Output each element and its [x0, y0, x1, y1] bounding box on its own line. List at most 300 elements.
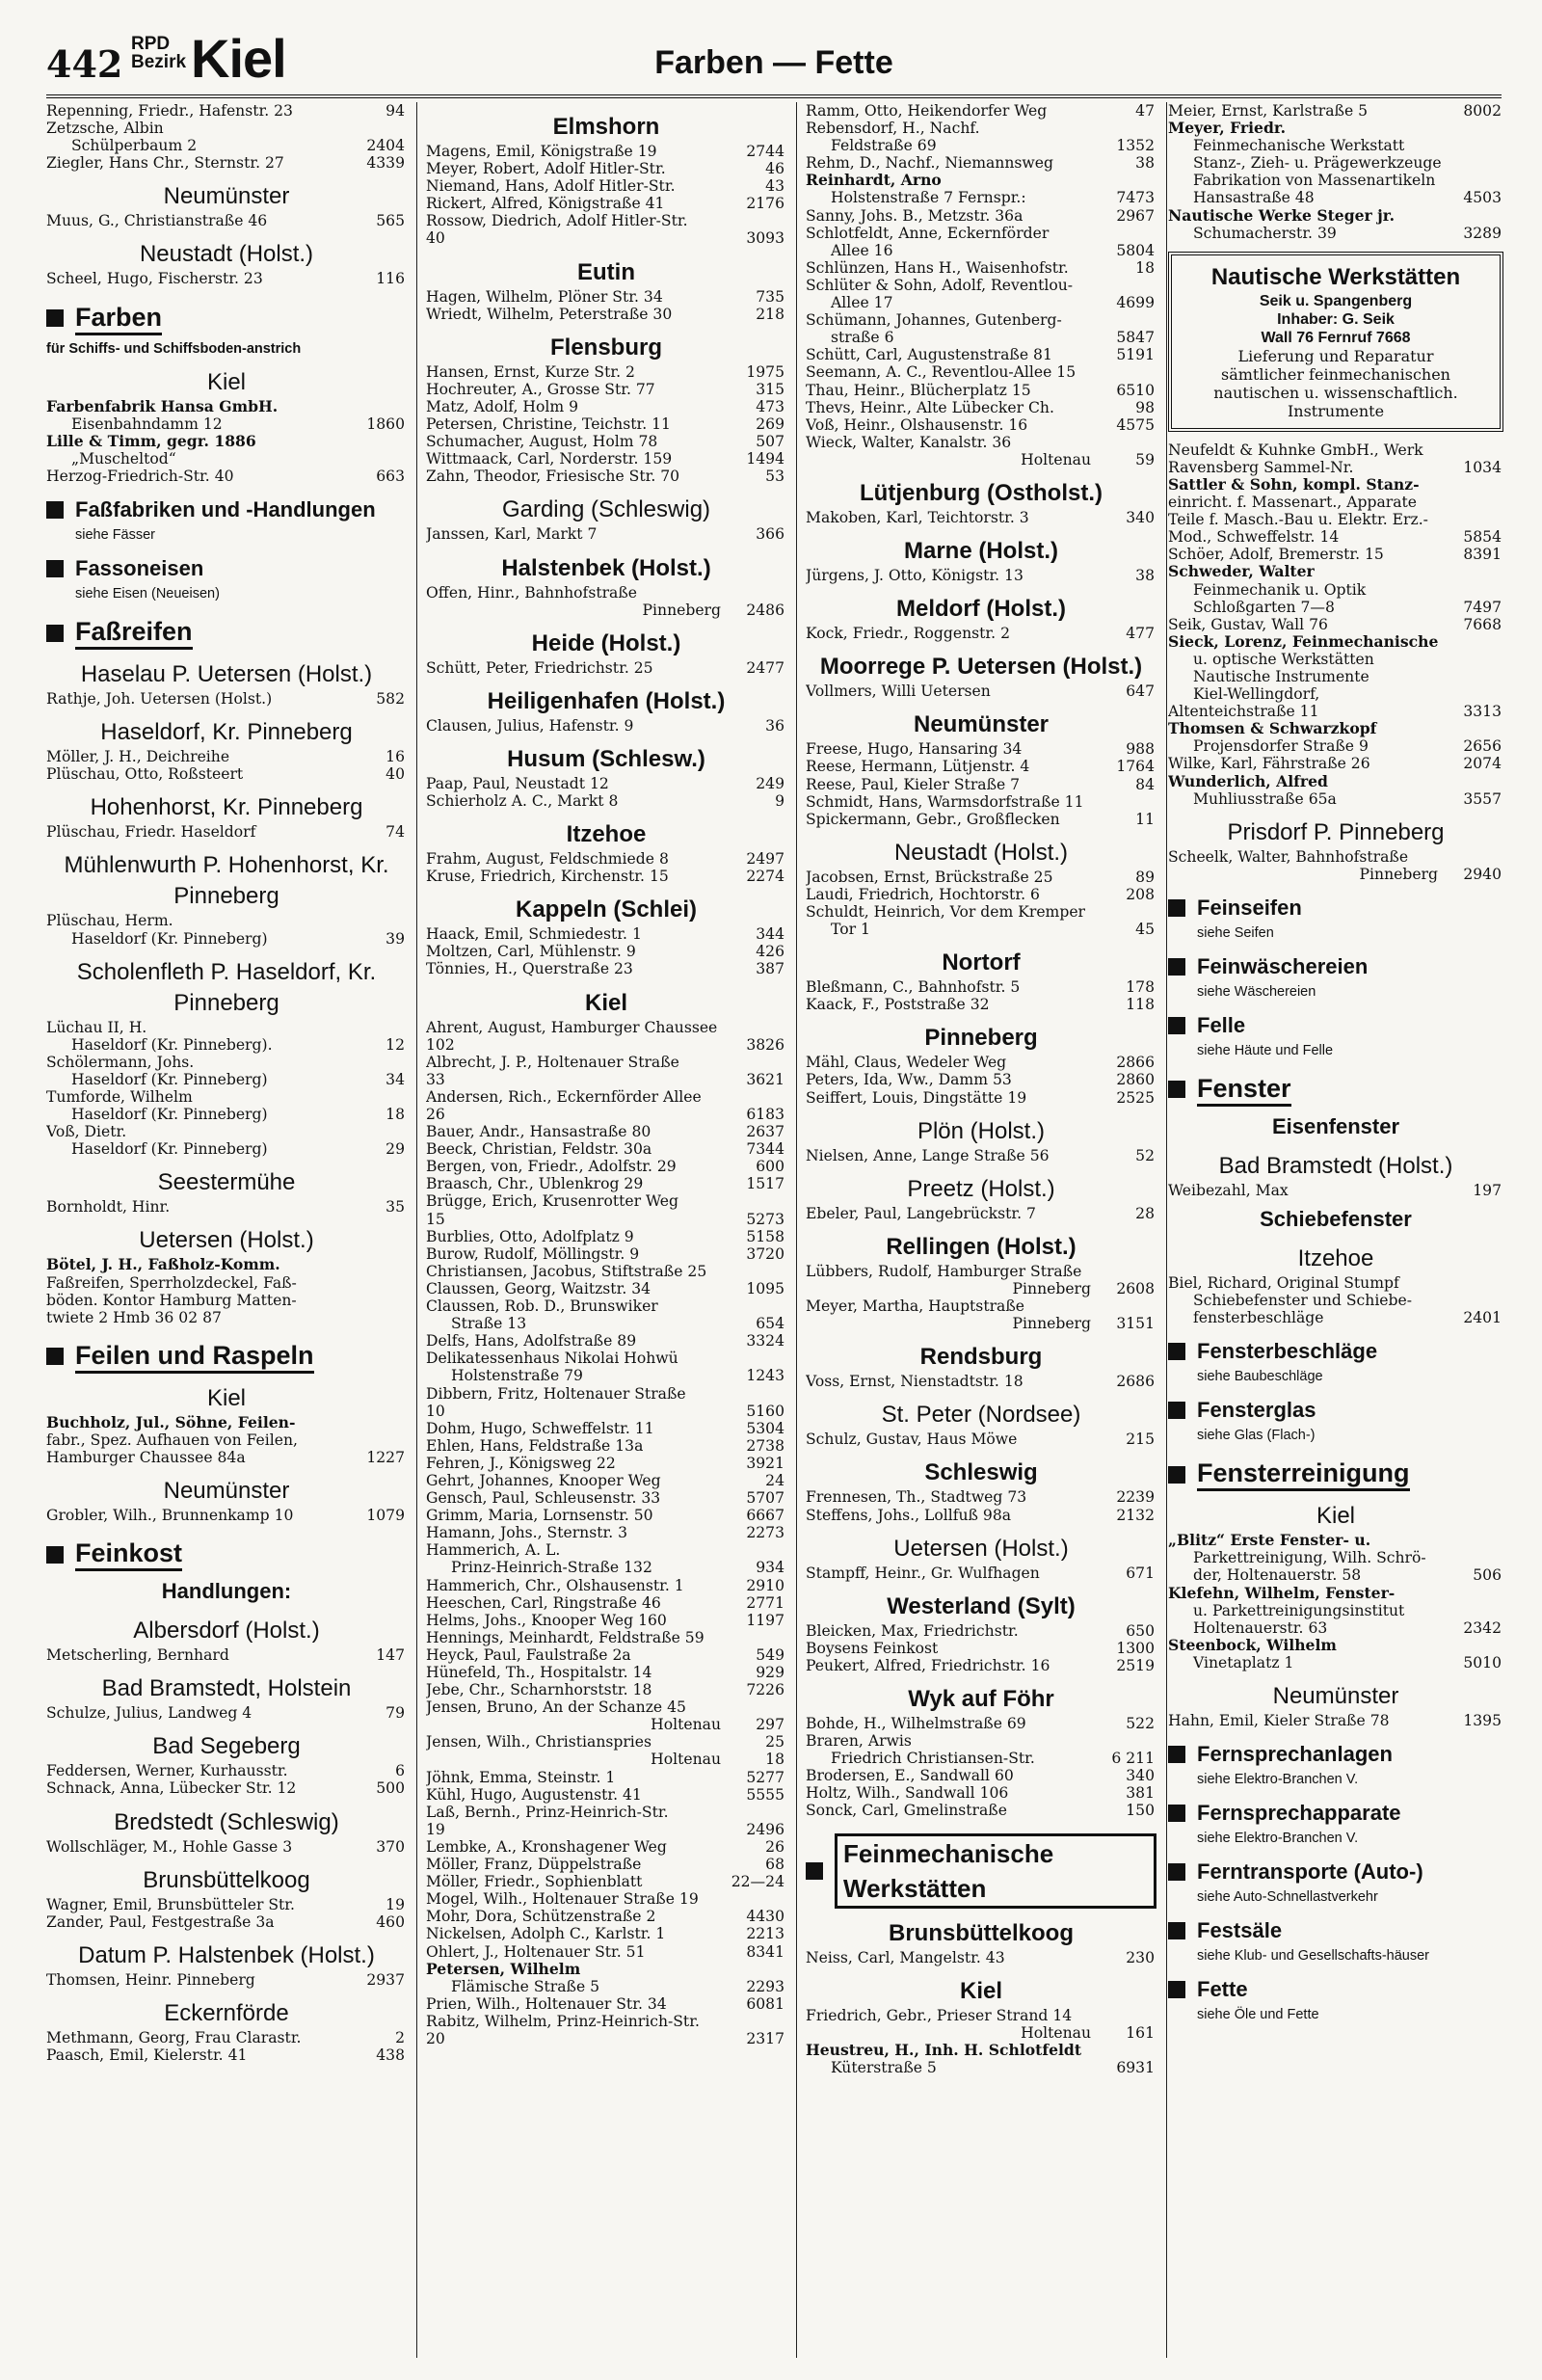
entry-line [806, 776, 1156, 793]
entry-text: Möller, Franz, Düppelstraße [426, 1856, 642, 1874]
entry-line [806, 1802, 1156, 1819]
entry-text: Jacobsen, Ernst, Brückstraße 25 [806, 868, 1053, 886]
entry-phone-number: 116 [376, 270, 405, 288]
entry-text: Nickelsen, Adolph C., Karlstr. 1 [426, 1925, 666, 1943]
entry-phone-number: 36 [765, 716, 784, 735]
entry-line [426, 1106, 786, 1123]
entry-text: Wunderlich, Alfred [1168, 772, 1328, 790]
entry-line [426, 1559, 786, 1576]
entry-phone-number: 1095 [746, 1279, 784, 1297]
bullet-square-icon [46, 309, 64, 327]
entry-text: Mohr, Dora, Schützenstraße 2 [426, 1908, 656, 1926]
entry-text: Rathje, Joh. Uetersen (Holst.) [46, 690, 273, 709]
bullet-square-icon [1168, 1981, 1185, 1998]
bezirk-text: Bezirk [131, 52, 187, 72]
entry-text: Reinhardt, Arno [806, 172, 942, 190]
entry-line [46, 1449, 407, 1466]
entry-text: Buchholz, Jul., Söhne, Feilen- [46, 1413, 296, 1431]
place-heading: Elmshorn [552, 114, 660, 140]
category-title: Fernsprechanlagen [1197, 1742, 1393, 1767]
entry-line [426, 1054, 786, 1071]
entry-text: Lüchau II, H. [46, 1018, 147, 1036]
entry-line [426, 1280, 786, 1297]
entry-text: Altenteichstraße 11 [1168, 703, 1319, 721]
entry-line [46, 1431, 407, 1449]
category-title: Feinmechanische Werkstätten [835, 1833, 1156, 1909]
entry-phone-number: 68 [765, 1856, 784, 1874]
entry-phone-number: 2074 [1463, 755, 1502, 773]
entry-phone-number: 40 [386, 765, 405, 784]
entry-line [46, 1762, 407, 1779]
entry-text: Metscherling, Bernhard [46, 1646, 229, 1665]
entry-text: Schumacher, August, Holm 78 [426, 433, 658, 451]
entry-text: Muhliusstraße 65a [1193, 789, 1337, 808]
entry-text: Holstenstraße 79 [451, 1367, 583, 1385]
entry-text: Hammerich, Chr., Olshausenstr. 1 [426, 1576, 684, 1594]
entry-phone-number: 8002 [1463, 102, 1502, 120]
category-heading [806, 1833, 1156, 1909]
category-heading [1168, 893, 1503, 923]
category-heading [1168, 1073, 1503, 1107]
entry-line [806, 225, 1156, 242]
entry-line [806, 682, 1156, 700]
bullet-square-icon [1168, 1466, 1185, 1484]
entry-phone-number: 934 [756, 1559, 784, 1577]
entry-line [426, 1612, 786, 1629]
entry-phone-number: 3289 [1463, 224, 1502, 242]
entry-text: Schmidt, Hans, Warmsdorfstraße 11 [806, 792, 1084, 811]
entry-line [806, 346, 1156, 363]
entry-text: Bötel, J. H., Faßholz-Komm. [46, 1256, 280, 1274]
entry-text: Mod., Schweffelstr. 14 [1168, 528, 1340, 547]
entry-text: Eisenbahndamm 12 [71, 414, 223, 433]
entry-phone-number: 1494 [746, 450, 784, 468]
entry-phone-number: 1352 [1116, 137, 1155, 155]
entry-phone-number: 2342 [1463, 1618, 1502, 1637]
entry-text: Allee 16 [831, 241, 893, 259]
entry-line [1168, 1182, 1503, 1199]
entry-phone-number: 9 [775, 791, 784, 810]
entry-line [806, 207, 1156, 225]
entry-line [426, 1489, 786, 1507]
entry-line [426, 717, 786, 735]
place-heading: Scholenfleth P. Haseldorf, Kr. Pinneberg [76, 958, 377, 1016]
entry-phone-number: 35 [386, 1198, 405, 1217]
entry-phone-number: 3151 [1116, 1315, 1155, 1333]
entry-line [806, 1315, 1156, 1332]
place-heading: Neumünster [913, 711, 1050, 738]
entry-text: Pinneberg [642, 601, 721, 619]
bullet-square-icon [1168, 958, 1185, 976]
category-heading [1168, 1915, 1503, 1946]
entry-phone-number: 74 [386, 823, 405, 842]
entry-line [1168, 848, 1503, 866]
entry-phone-number: 2274 [746, 868, 784, 886]
entry-phone-number: 3093 [746, 229, 784, 248]
entry-line [426, 143, 786, 160]
category-heading [46, 616, 407, 650]
entry-text: Wieck, Walter, Kanalstr. 36 [806, 433, 1012, 451]
place-heading: Eckernförde [164, 1999, 289, 2026]
place-heading: Itzehoe [566, 821, 647, 848]
entry-line [806, 189, 1156, 206]
entry-text: Neiss, Carl, Mangelstr. 43 [806, 1948, 1005, 1966]
entry-phone-number: 4503 [1463, 189, 1502, 207]
entry-line [1168, 1549, 1503, 1566]
bullet-square-icon [1168, 1805, 1185, 1822]
entry-text: Steffens, Johs., Lollfuß 98a [806, 1506, 1012, 1524]
cross-reference: für Schiffs- und Schiffsboden-anstrich [46, 340, 302, 357]
entry-text: Bauer, Andr., Hansastraße 80 [426, 1123, 651, 1141]
entry-line [1168, 511, 1503, 528]
entry-line [806, 311, 1156, 329]
entry-text: Haseldorf (Kr. Pinneberg). [71, 1035, 273, 1054]
entry-line [46, 468, 407, 485]
cross-reference: siehe Baubeschläge [1197, 1369, 1323, 1385]
entry-line [426, 1367, 786, 1384]
bullet-square-icon [1168, 1922, 1185, 1939]
entry-phone-number: 6667 [746, 1507, 784, 1525]
place-heading: Kiel [959, 1977, 1002, 2004]
entry-text: Vollmers, Willi Uetersen [806, 682, 991, 701]
entry-line [1168, 651, 1503, 668]
entry-text: Scheel, Hugo, Fischerstr. 23 [46, 270, 263, 288]
entry-line [426, 468, 786, 485]
entry-phone-number: 29 [386, 1140, 405, 1159]
entry-text: Jensen, Wilh., Christianspries [426, 1733, 652, 1752]
entry-text: Schulz, Gustav, Haus Möwe [806, 1431, 1018, 1449]
entry-line [46, 930, 407, 948]
entry-text: Faßreifen, Sperrholzdeckel, Faß- [46, 1273, 297, 1292]
entry-line [426, 1088, 786, 1106]
entry-text: Schweder, Walter [1168, 563, 1315, 581]
entry-phone-number: 1395 [1463, 1712, 1502, 1730]
entry-text: Jöhnk, Emma, Steinstr. 1 [426, 1768, 616, 1786]
entry-line [426, 1629, 786, 1646]
entry-text: Schütt, Peter, Friedrichstr. 25 [426, 658, 653, 677]
entry-line [426, 659, 786, 677]
ad-line: sämtlicher feinmechanischen [1221, 364, 1450, 384]
entry-text: Flämische Straße 5 [451, 1977, 600, 1995]
entry-phone-number: 118 [1126, 996, 1155, 1014]
entry-line [426, 925, 786, 943]
entry-phone-number: 1517 [746, 1175, 784, 1193]
entry-phone-number: 2686 [1116, 1373, 1155, 1391]
entry-line [806, 1507, 1156, 1524]
entry-text: u. optische Werkstätten [1193, 650, 1374, 668]
entry-text: Hamburger Chaussee 84a [46, 1449, 246, 1466]
entry-line [46, 1838, 407, 1856]
entry-line [46, 1309, 407, 1326]
entry-phone-number: 147 [376, 1646, 405, 1665]
place-heading: Haseldorf, Kr. Pinneberg [100, 719, 353, 746]
entry-phone-number: 1227 [366, 1449, 405, 1466]
entry-line [1168, 616, 1503, 633]
entry-phone-number: 5804 [1116, 241, 1155, 259]
entry-line [1168, 737, 1503, 755]
entry-text: Hochreuter, A., Grosse Str. 77 [426, 380, 655, 398]
entry-line [806, 137, 1156, 154]
entry-text: Gensch, Paul, Schleusenstr. 33 [426, 1489, 661, 1508]
entry-text: Braren, Arwis [806, 1732, 912, 1751]
entry-text: böden. Kontor Hamburg Matten- [46, 1291, 297, 1309]
entry-line [806, 259, 1156, 277]
entry-phone-number: 2401 [1463, 1309, 1502, 1327]
entry-text: Matz, Adolf, Holm 9 [426, 397, 579, 415]
entry-line [426, 1472, 786, 1489]
entry-phone-number: 2866 [1116, 1054, 1155, 1072]
entry-line [426, 160, 786, 177]
entry-line [426, 1263, 786, 1280]
entry-line [46, 1274, 407, 1292]
entry-text: Tönnies, H., Querstraße 23 [426, 960, 633, 978]
entry-text: Wilke, Karl, Fährstraße 26 [1168, 755, 1370, 773]
entry-line [806, 242, 1156, 259]
entry-text: Sieck, Lorenz, Feinmechanische [1168, 632, 1439, 651]
entry-text: Dohm, Hugo, Schweffelstr. 11 [426, 1419, 654, 1437]
entry-line [1168, 172, 1503, 189]
entry-phone-number: 53 [765, 468, 784, 486]
entry-line [46, 415, 407, 433]
place-heading: Rendsburg [919, 1344, 1043, 1371]
entry-phone-number: 5707 [746, 1489, 784, 1508]
entry-line [46, 765, 407, 783]
entry-phone-number: 178 [1126, 978, 1155, 997]
entry-phone-number: 98 [1135, 398, 1155, 416]
entry-line [46, 912, 407, 929]
entry-line [1168, 720, 1503, 737]
entry-line [806, 1784, 1156, 1802]
entry-phone-number: 366 [756, 525, 784, 544]
entry-text: Reese, Hermann, Lütjenstr. 4 [806, 758, 1030, 776]
entry-line [426, 450, 786, 468]
entry-line [806, 172, 1156, 189]
category-title: Fensterbeschläge [1197, 1339, 1378, 1364]
entry-text: Fehren, J., Königsweg 22 [426, 1454, 616, 1472]
entry-text: Nielsen, Anne, Lange Straße 56 [806, 1146, 1050, 1164]
bullet-square-icon [806, 1862, 823, 1880]
entry-line [806, 1147, 1156, 1164]
entry-phone-number: 2525 [1116, 1088, 1155, 1107]
entry-line [806, 1205, 1156, 1222]
entry-text: „Blitz“ Erste Fenster- u. [1168, 1532, 1371, 1550]
entry-phone-number: 18 [386, 1106, 405, 1124]
entry-phone-number: 2738 [746, 1436, 784, 1455]
entry-text: Helms, Johs., Knooper Weg 160 [426, 1611, 667, 1629]
entry-text: Thomsen & Schwarzkopf [1168, 720, 1377, 738]
entry-line [426, 1786, 786, 1804]
place-heading: Schleswig [924, 1459, 1038, 1486]
entry-phone-number: 1300 [1116, 1639, 1155, 1657]
place-heading: Neumünster [163, 183, 290, 210]
sub-heading: Handlungen: [161, 1579, 292, 1604]
entry-text: Scheelk, Walter, Bahnhofstraße [1168, 847, 1409, 866]
entry-line [426, 1140, 786, 1158]
entry-text: Ehlen, Hans, Feldstraße 13a [426, 1436, 644, 1455]
entry-phone-number: 507 [756, 433, 784, 451]
entry-line [426, 177, 786, 195]
entry-text: Petersen, Christine, Teichstr. 11 [426, 415, 671, 434]
category-heading [46, 1538, 407, 1571]
place-heading: Brunsbüttelkoog [889, 1919, 1074, 1946]
entry-line [46, 1054, 407, 1071]
entry-text: Weibezahl, Max [1168, 1181, 1289, 1199]
entry-phone-number: 18 [1135, 258, 1155, 277]
category-heading [1168, 1739, 1503, 1770]
entry-phone-number: 2771 [746, 1593, 784, 1612]
entry-line [426, 1804, 786, 1821]
entry-text: Magens, Emil, Königstraße 19 [426, 143, 657, 160]
entry-phone-number: 2213 [746, 1925, 784, 1943]
entry-phone-number: 84 [1135, 775, 1155, 793]
entry-phone-number: 600 [756, 1158, 784, 1176]
entry-line [46, 1088, 407, 1106]
entry-phone-number: 438 [376, 2046, 405, 2065]
entry-text: Schlotfeldt, Anne, Eckernförder [806, 224, 1050, 242]
entry-line [46, 1414, 407, 1431]
entry-phone-number: 735 [756, 287, 784, 306]
entry-line [426, 433, 786, 450]
entry-line [426, 1664, 786, 1681]
entry-phone-number: 2497 [746, 850, 784, 869]
entry-text: 15 [426, 1210, 445, 1228]
entry-phone-number: 2910 [746, 1576, 784, 1594]
entry-line [426, 1943, 786, 1961]
entry-text: Plüschau, Otto, Roßsteert [46, 765, 244, 784]
entry-text: Ahrent, August, Hamburger Chaussee [426, 1018, 718, 1036]
entry-phone-number: 663 [376, 467, 405, 485]
entry-line [426, 381, 786, 398]
entry-line [426, 1961, 786, 1978]
entry-line [1168, 633, 1503, 651]
category-heading [1168, 1457, 1503, 1491]
entry-line [46, 450, 407, 468]
entry-text: Burow, Rudolf, Möllingstr. 9 [426, 1244, 640, 1263]
entry-text: Albrecht, J. P., Holtenauer Straße [426, 1053, 679, 1071]
entry-text: Schloßgarten 7—8 [1193, 598, 1335, 616]
entry-text: Feddersen, Werner, Kurhausstr. [46, 1762, 288, 1780]
place-heading: Marne (Holst.) [903, 538, 1058, 565]
entry-line [1168, 685, 1503, 703]
entry-line [426, 775, 786, 792]
entry-text: einricht. f. Massenart., Apparate [1168, 494, 1417, 512]
entry-phone-number: 43 [765, 177, 784, 196]
entry-text: Plüschau, Herm. [46, 912, 173, 930]
entry-text: Pinneberg [1359, 865, 1438, 883]
place-heading: Hohenhorst, Kr. Pinneberg [90, 794, 363, 821]
entry-text: Voss, Ernst, Nienstadtstr. 18 [806, 1373, 1024, 1391]
entry-text: fensterbeschläge [1193, 1309, 1324, 1327]
entry-text: Ramm, Otto, Heikendorfer Weg [806, 102, 1048, 120]
entry-line [1168, 1637, 1503, 1654]
place-heading: Heide (Holst.) [531, 629, 681, 656]
entry-line [806, 277, 1156, 294]
place-heading: Seestermühe [157, 1169, 296, 1196]
entry-line [1168, 1619, 1503, 1637]
place-heading: Husum (Schlesw.) [507, 745, 705, 772]
entry-text: Schülperbaum 2 [71, 137, 198, 155]
entry-text: Lembke, A., Kronshagener Weg [426, 1837, 667, 1856]
entry-text: Haseldorf (Kr. Pinneberg) [71, 929, 268, 948]
entry-line [46, 1507, 407, 1524]
category-title: Faßfabriken und -Handlungen [75, 497, 376, 522]
place-heading: Uetersen (Holst.) [139, 1227, 314, 1254]
entry-text: Frahm, August, Feldschmiede 8 [426, 850, 669, 869]
entry-phone-number: 344 [756, 925, 784, 944]
cross-reference: siehe Eisen (Neueisen) [75, 586, 220, 602]
entry-text: u. Parkettreinigungsinstitut [1193, 1601, 1405, 1619]
entry-phone-number: 477 [1126, 625, 1155, 643]
entry-phone-number: 1860 [366, 414, 405, 433]
entry-phone-number: 208 [1126, 885, 1155, 903]
entry-text: Prien, Wilh., Holtenauer Str. 34 [426, 1994, 667, 2013]
entry-text: Ravensberg Sammel-Nr. [1168, 458, 1354, 476]
entry-phone-number: 2273 [746, 1524, 784, 1542]
entry-phone-number: 500 [376, 1779, 405, 1798]
place-heading: Halstenbek (Holst.) [501, 554, 711, 581]
entry-text: Schumacherstr. 39 [1193, 224, 1337, 242]
entry-phone-number: 5555 [746, 1785, 784, 1804]
place-heading: Eutin [577, 258, 635, 285]
entry-phone-number: 2176 [746, 195, 784, 213]
entry-text: Bleßmann, C., Bahnhofstr. 5 [806, 978, 1021, 997]
entry-phone-number: 3324 [746, 1332, 784, 1350]
entry-text: Haseldorf (Kr. Pinneberg) [71, 1106, 268, 1124]
cross-reference: siehe Seifen [1197, 924, 1274, 941]
entry-text: Gehrt, Johannes, Knooper Weg [426, 1471, 661, 1489]
place-heading: Bad Bramstedt (Holst.) [1218, 1152, 1453, 1179]
entry-text: Meyer, Robert, Adolf Hitler-Str. [426, 160, 666, 178]
entry-text: Schölermann, Johs. [46, 1053, 195, 1071]
entry-text: Prinz-Heinrich-Straße 132 [451, 1559, 652, 1577]
category-heading [1168, 1395, 1503, 1426]
entry-line [806, 1431, 1156, 1448]
entry-line [426, 229, 786, 247]
entry-line [1168, 528, 1503, 546]
entry-line [46, 1019, 407, 1036]
entry-line [46, 1896, 407, 1913]
entry-line [426, 1420, 786, 1437]
entry-text: Paasch, Emil, Kielerstr. 41 [46, 2046, 248, 2065]
entry-text: Heustreu, H., Inh. H. Schlotfeldt [806, 2041, 1082, 2059]
entry-text: Pinneberg [1012, 1315, 1091, 1333]
page-number: 442 [46, 42, 123, 86]
place-heading: Bredstedt (Schleswig) [114, 1808, 339, 1835]
entry-line [1168, 790, 1503, 808]
entry-line [46, 1913, 407, 1931]
bullet-square-icon [46, 1348, 64, 1365]
entry-line [426, 1751, 786, 1768]
entry-text: Jensen, Bruno, An der Schanze 45 [426, 1698, 686, 1717]
entry-text: Grobler, Wilh., Brunnenkamp 10 [46, 1507, 294, 1525]
entry-phone-number: 2860 [1116, 1071, 1155, 1089]
ad-line: Inhaber: G. Seik [1277, 310, 1395, 328]
entry-phone-number: 45 [1135, 921, 1155, 939]
entry-text: Voß, Dietr. [46, 1123, 127, 1141]
entry-text: Holstenstraße 7 Fernspr.: [831, 189, 1026, 207]
place-heading: Datum P. Halstenbek (Holst.) [78, 1941, 375, 1968]
entry-text: Schnack, Anna, Lübecker Str. 12 [46, 1779, 297, 1798]
entry-line [806, 1071, 1156, 1088]
entry-phone-number: 506 [1473, 1566, 1502, 1585]
category-title: Feinkost [75, 1538, 182, 1571]
entry-text: Bohde, H., Wilhelmstraße 69 [806, 1714, 1026, 1732]
entry-text: Bergen, von, Friedr., Adolfstr. 29 [426, 1158, 677, 1176]
entry-text: Biel, Richard, Original Stumpf [1168, 1274, 1399, 1292]
entry-line [806, 740, 1156, 758]
entry-line [426, 584, 786, 602]
entry-text: Teile f. Masch.-Bau u. Elektr. Erz.- [1168, 511, 1428, 529]
